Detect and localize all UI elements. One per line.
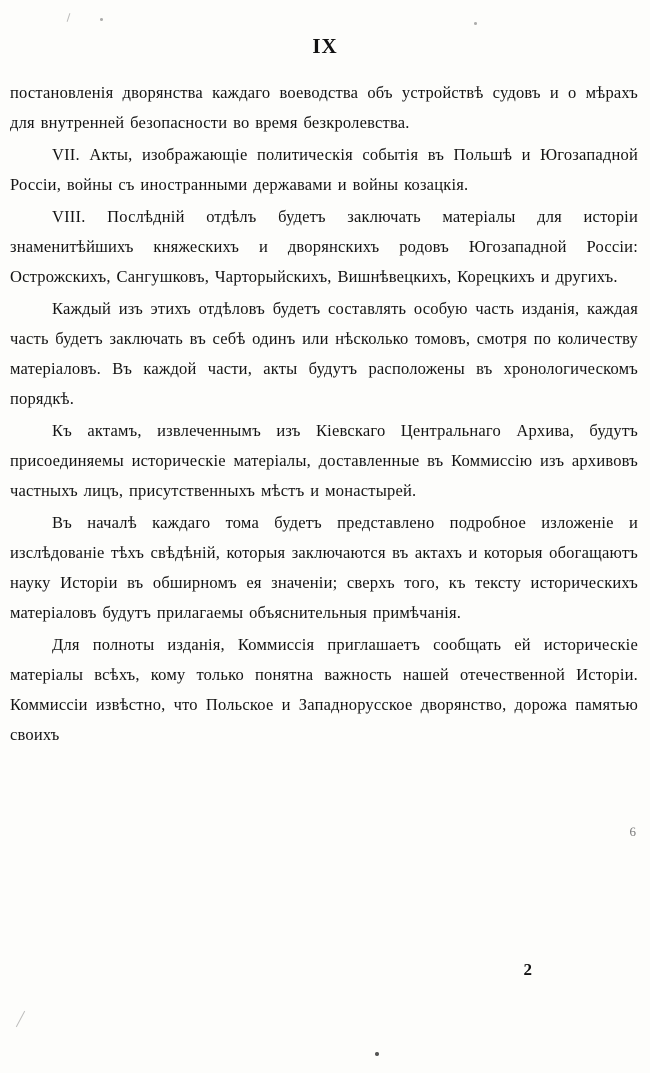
page-number: IX <box>312 34 338 58</box>
paragraph: постановленія дворянства каждаго воеводства объ устройствѣ судовъ и о мѣрахъ для внутренней безопасности во время безкролевства. <box>10 83 638 132</box>
body-text-block <box>10 78 638 752</box>
margin-mark: 6 <box>629 824 636 839</box>
scan-speck <box>474 22 477 25</box>
paragraph-section-vii: VII. Акты, изображающіе политическія событія въ Польшѣ и Югозападной Россіи, войны съ иностранными державами и войны козацкія. <box>10 145 638 194</box>
signature-mark: 2 <box>523 960 532 979</box>
paragraph-volume-intro: Въ началѣ каждаго тома будетъ представлено подробное изложеніе и изслѣдованіе тѣхъ свѣдѣній, которыя заключаются въ актахъ и которыя обогащаютъ науку Исторіи въ обширномъ ея значеніи; сверхъ того, къ тексту историческихъ матеріаловъ будутъ прилагаемы объяснительныя примѣчанія. <box>10 513 638 622</box>
scan-tick <box>67 13 71 22</box>
paragraph-section-viii: VIII. Послѣдній отдѣлъ будетъ заключать матеріалы для исторіи знаменитѣйшихъ княжескихъ и дворянскихъ родовъ Югозападной Россіи: Острожскихъ, Сангушковъ, Чарторыйскихъ, Вишнѣвецкихъ, Корецкихъ и другихъ. <box>10 207 638 286</box>
scan-tick <box>16 1011 25 1027</box>
paragraph-completeness: Для полноты изданія, Коммиссія приглашаетъ сообщать ей историческіе матеріалы всѣхъ, кому только понятна важность нашей отечественной Исторіи. Коммиссіи извѣстно, что Польское и Западнорусское дворянство, дорожа памятью своихъ <box>10 635 638 744</box>
scan-dot <box>375 1052 379 1056</box>
scan-speck <box>100 18 103 21</box>
paragraph-each-section: Каждый изъ этихъ отдѣловъ будетъ составлять особую часть изданія, каждая часть будетъ заключать въ себѣ одинъ или нѣсколько томовъ, смотря по количеству матеріаловъ. Въ каждой части, акты будутъ расположены въ хронологическомъ порядкѣ. <box>10 299 638 408</box>
paragraph-archive: Къ актамъ, извлеченнымъ изъ Кіевскаго Центральнаго Архива, будутъ присоединяемы историческіе матеріалы, доставленные въ Коммиссію изъ архивовъ частныхъ лицъ, присутственныхъ мѣстъ и монастырей. <box>10 421 638 500</box>
